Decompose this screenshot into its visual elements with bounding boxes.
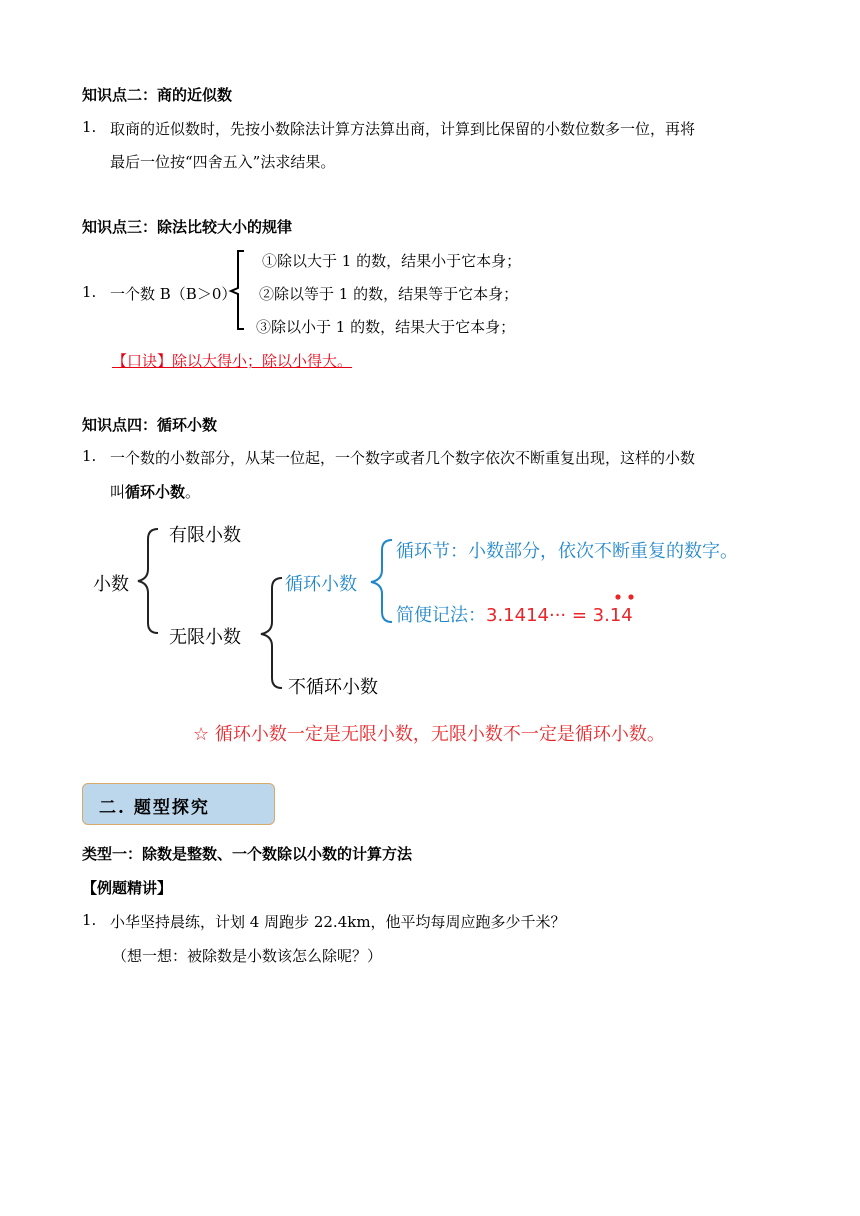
kp4-term-bold: 循环小数	[125, 483, 186, 501]
diagram-nonrecurring: 不循环小数	[288, 677, 378, 698]
kp4-line2-post: 。	[185, 483, 201, 501]
type1-title: 类型一：除数是整数、一个数除以小数的计算方法	[82, 845, 413, 863]
kp3-item1-number: 1.	[82, 283, 97, 301]
q1-number: 1.	[82, 911, 97, 929]
diagram-note: ☆ 循环小数一定是无限小数，无限小数不一定是循环小数。	[193, 724, 665, 745]
diagram-recurring: 循环小数	[285, 574, 357, 595]
kp3-rule-1: ①除以大于 1 的数，结果小于它本身；	[262, 252, 522, 270]
section2-banner	[82, 783, 275, 825]
kp2-item1-number: 1.	[82, 118, 97, 136]
kp4-item1-line1: 一个数的小数部分，从某一位起，一个数字或者几个数字依次不断重复出现，这样的小数	[110, 449, 696, 467]
kp3-lead: 一个数 B（B＞0）	[110, 285, 237, 303]
diagram-finite: 有限小数	[169, 525, 241, 546]
kp3-title: 知识点三：除法比较大小的规律	[82, 218, 293, 236]
diagram-notation-example: 3.1414··· = 3.14	[486, 605, 633, 626]
recurring-dots	[610, 593, 640, 603]
kp4-item1-number: 1.	[82, 447, 97, 465]
kp4-line2-pre: 叫	[110, 483, 126, 501]
q1-hint: （想一想：被除数是小数该怎么除呢？）	[112, 947, 383, 965]
section2-banner-label: 二. 题型探究	[99, 798, 210, 818]
kp3-rule-3: ③除以小于 1 的数，结果大于它本身；	[256, 318, 516, 336]
diagram-brace-infinite	[256, 574, 286, 694]
kp3-brace	[228, 248, 250, 332]
diagram-notation-label: 简便记法：	[396, 605, 486, 626]
kp2-item1-line2: 最后一位按“四舍五入”法求结果。	[110, 153, 336, 171]
kp2-title: 知识点二：商的近似数	[82, 86, 233, 104]
diagram-notation	[396, 601, 633, 627]
diagram-brace-root	[134, 525, 162, 637]
diagram-infinite: 无限小数	[169, 627, 241, 648]
kp2-item1-line1: 取商的近似数时，先按小数除法计算方法算出商，计算到比保留的小数位数多一位，再将	[110, 120, 696, 138]
diagram-brace-recurring	[366, 536, 396, 626]
example-header: 【例题精讲】	[82, 879, 173, 897]
q1-text: 小华坚持晨练，计划 4 周跑步 22.4km，他平均每周应跑多少千米？	[110, 913, 566, 931]
kp3-rule-2: ②除以等于 1 的数，结果等于它本身；	[259, 285, 519, 303]
kp4-title: 知识点四：循环小数	[82, 416, 218, 434]
diagram-cycle-label: 循环节：小数部分，依次不断重复的数字。	[396, 541, 738, 562]
kp3-mnemonic: 【口诀】除以大得小；除以小得大。	[112, 352, 353, 370]
kp4-item1-line2	[110, 481, 200, 502]
diagram-root: 小数	[93, 574, 129, 595]
